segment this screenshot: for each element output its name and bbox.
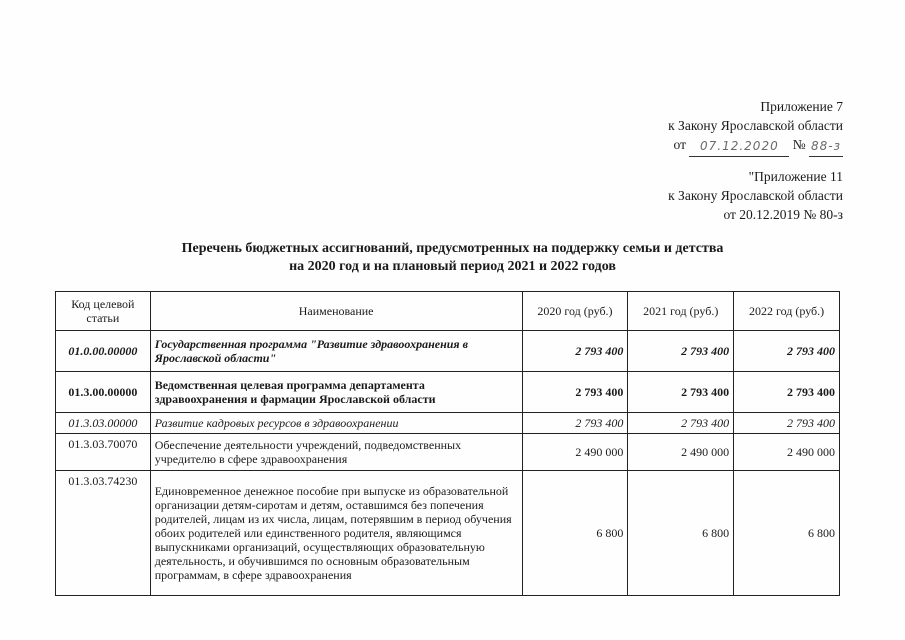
row-2020: 6 800	[522, 471, 628, 596]
row-2021: 2 490 000	[628, 434, 734, 471]
header-code: Код целевой статьи	[56, 292, 151, 331]
row-2020: 2 490 000	[522, 434, 628, 471]
row-2022: 2 793 400	[734, 372, 840, 413]
table-row	[56, 331, 840, 372]
header-2022: 2022 год (руб.)	[734, 292, 840, 331]
number-prefix: №	[792, 137, 806, 152]
row-2020: 2 793 400	[522, 413, 628, 434]
row-2021: 6 800	[628, 471, 734, 596]
table-row	[56, 372, 840, 413]
row-code: 01.3.03.70070	[56, 434, 151, 471]
handwritten-number: 88-з	[809, 137, 843, 157]
row-2020: 2 793 400	[522, 372, 628, 413]
budget-table	[55, 291, 840, 596]
law-reference: к Закону Ярославской области	[668, 118, 843, 133]
table-header-row	[56, 292, 840, 331]
row-2022: 2 793 400	[734, 331, 840, 372]
row-code: 01.0.00.00000	[56, 331, 151, 372]
document-title	[0, 240, 905, 276]
quoted-law-date: от 20.12.2019 № 80-з	[723, 207, 843, 222]
from-prefix: от	[673, 137, 686, 152]
row-name: Ведомственная целевая программа департамента здравоохранения и фармации Ярославской области	[150, 372, 522, 413]
row-code: 01.3.03.74230	[56, 471, 151, 596]
appendix-header	[668, 97, 843, 224]
document-title-line-1: Перечень бюджетных ассигнований, предусмотренных на поддержку семьи и детства	[181, 241, 724, 256]
row-2021: 2 793 400	[628, 331, 734, 372]
table-row	[56, 471, 840, 596]
handwritten-date: 07.12.2020	[689, 137, 789, 157]
appendix-title: Приложение 7	[760, 99, 843, 114]
quoted-law-reference: к Закону Ярославской области	[668, 188, 843, 203]
row-2021: 2 793 400	[628, 372, 734, 413]
quoted-appendix-title: "Приложение 11	[748, 169, 843, 184]
header-name: Наименование	[150, 292, 522, 331]
signature-line	[668, 135, 843, 156]
row-name: Развитие кадровых ресурсов в здравоохранении	[150, 413, 522, 434]
row-2022: 2 793 400	[734, 413, 840, 434]
row-code: 01.3.03.00000	[56, 413, 151, 434]
row-2022: 2 490 000	[734, 434, 840, 471]
header-2021: 2021 год (руб.)	[628, 292, 734, 331]
row-name: Государственная программа "Развитие здравоохранения в Ярославской области"	[150, 331, 522, 372]
document-title-line-2: на 2020 год и на плановый период 2021 и 2022 годов	[289, 259, 616, 274]
row-2022: 6 800	[734, 471, 840, 596]
row-2021: 2 793 400	[628, 413, 734, 434]
row-2020: 2 793 400	[522, 331, 628, 372]
row-name: Единовременное денежное пособие при выпуске из образовательной организации детям-сиротам и детям, оставшимся без попечения родителей, лицам из их числа, лицам, потерявшим в период обучения обоих родителей или единственного родителя, являющимся выпускниками организаций, осуществляющих образовательную деятельность, и обучившимся по основным образовательным программам, в сфере здравоохранения	[150, 471, 522, 596]
row-name: Обеспечение деятельности учреждений, подведомственных учредителю в сфере здравоохранения	[150, 434, 522, 471]
row-code: 01.3.00.00000	[56, 372, 151, 413]
table-row	[56, 413, 840, 434]
table-row	[56, 434, 840, 471]
header-2020: 2020 год (руб.)	[522, 292, 628, 331]
